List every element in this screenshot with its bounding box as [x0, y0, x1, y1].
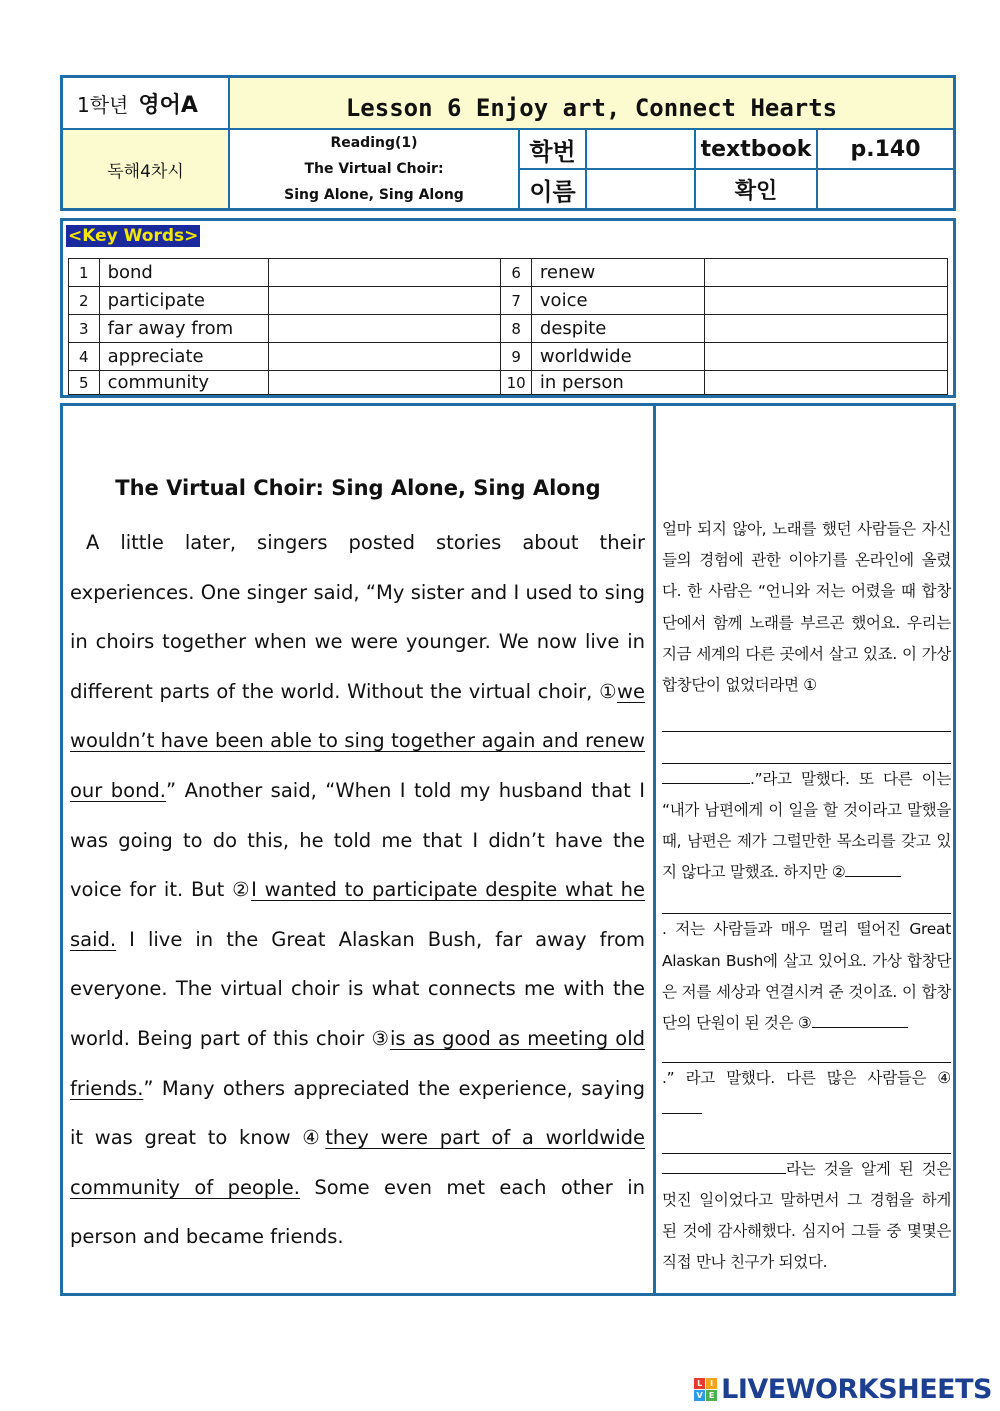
key-word-number: 9	[501, 343, 532, 371]
page-number: p.140	[818, 130, 953, 170]
check-label: 확인	[696, 170, 818, 208]
key-word-answer-field[interactable]	[268, 343, 500, 371]
key-word-row	[69, 343, 948, 371]
key-word-answer-field[interactable]	[705, 259, 948, 287]
answer-blank-1[interactable]	[662, 701, 951, 732]
key-word-number: 8	[501, 315, 532, 343]
translation-segment: . 저는 사람들과 매우 멀리 떨어진 Great Alaskan Bush에 살고 있어요. 가상 합창단은 저를 세상과 연결시켜 준 것이죠. 이 합창단의 단원이 된 것은 ③	[662, 920, 951, 1033]
liveworksheets-logo-icon	[694, 1378, 717, 1401]
lesson-title: Lesson 6 Enjoy art, Connect Hearts	[230, 78, 953, 130]
logo-letter: V	[694, 1390, 705, 1401]
underlined-sentence-1: we wouldn’t have been able to sing together again and renew our bond.	[70, 679, 645, 802]
passage-title: The Virtual Choir: Sing Alone, Sing Along	[115, 476, 601, 500]
translation-segment: .” 라고 말했다. 다른 많은 사람들은 ④	[662, 1069, 951, 1088]
key-word-row	[69, 287, 948, 315]
key-words-title: <Key Words>	[68, 226, 199, 246]
logo-letter: E	[706, 1390, 717, 1401]
reading-title-line-2: Sing Alone, Sing Along	[284, 187, 464, 203]
logo-letter: I	[706, 1378, 717, 1389]
key-word-number: 4	[69, 343, 100, 371]
key-word-answer-field[interactable]	[268, 287, 500, 315]
key-word-number: 7	[501, 287, 532, 315]
name-field[interactable]	[587, 170, 696, 208]
answer-blank-3[interactable]	[812, 1008, 908, 1028]
key-word: despite	[531, 315, 704, 343]
reading-info	[230, 130, 520, 208]
session-label: 독해4차시	[63, 130, 230, 208]
translation-text	[662, 514, 951, 1278]
passage-segment: A little later, singers posted stories about their experiences. One singer said, “My sister and I used to sing in choirs together when we were younger. We now live in different parts of the world. Without the virtual choir, ①	[70, 531, 645, 703]
english-passage-panel	[63, 406, 656, 1293]
key-word: in person	[531, 371, 704, 395]
translation-segment: 얼마 되지 않아, 노래를 했던 사람들은 자신들의 경험에 관한 이야기를 온라인에 올렸다. 한 사람은 “언니와 저는 어렸을 때 합창단에서 함께 노래를 부르곤 했어요. 우리는 지금 세계의 다른 곳에서 살고 있죠. 이 가상 합창단이 없었더라면 ①	[662, 520, 951, 695]
subject-label: 영어A	[138, 92, 198, 118]
underlined-sentence-3: is as good as meeting old friends.	[70, 1026, 646, 1100]
key-word-number: 10	[501, 371, 532, 395]
key-word-answer-field[interactable]	[705, 371, 948, 395]
key-word: renew	[531, 259, 704, 287]
key-word-row	[69, 259, 948, 287]
answer-blank-2[interactable]	[845, 857, 901, 877]
answer-blank-3b[interactable]	[662, 1039, 951, 1063]
key-word-row	[69, 315, 948, 343]
student-id-field[interactable]	[587, 130, 696, 170]
key-word: bond	[99, 259, 268, 287]
answer-blank-4b[interactable]	[662, 1126, 951, 1154]
name-label: 이름	[520, 170, 587, 208]
key-word-answer-field[interactable]	[705, 287, 948, 315]
key-word: participate	[99, 287, 268, 315]
key-word: appreciate	[99, 343, 268, 371]
key-word-answer-field[interactable]	[268, 371, 500, 395]
liveworksheets-watermark	[694, 1374, 992, 1405]
passage-segment: I live in the Great Alaskan Bush, far away from everyone. The virtual choir is what connects me with the world. Being part of this choir ③	[70, 927, 645, 1050]
passage-segment: Some even met each other in person and became friends.	[70, 1175, 646, 1249]
watermark-text: LIVEWORKSHEETS	[721, 1374, 992, 1405]
grade-cell	[63, 78, 230, 130]
check-field[interactable]	[818, 170, 953, 208]
answer-blank-1c[interactable]	[662, 764, 750, 784]
key-word-answer-field[interactable]	[705, 343, 948, 371]
key-word: community	[99, 371, 268, 395]
answer-blank-4[interactable]	[662, 1094, 702, 1114]
key-word: voice	[531, 287, 704, 315]
key-word-number: 3	[69, 315, 100, 343]
answer-blank-2b[interactable]	[662, 888, 951, 914]
textbook-label: textbook	[696, 130, 818, 170]
key-word-number: 1	[69, 259, 100, 287]
student-id-label: 학번	[520, 130, 587, 170]
reading-title-line-1: The Virtual Choir:	[304, 161, 444, 177]
key-word-row	[69, 371, 948, 395]
translation-segment: 라는 것을 알게 된 것은 멋진 일이었다고 말하면서 그 경험을 하게 된 것에 감사해했다. 심지어 그들 중 몇몇은 직접 만나 친구가 되었다.	[662, 1159, 951, 1272]
passage-segment: ” Many others appreciated the experience, saying it was great to know ④	[70, 1076, 645, 1150]
key-word-answer-field[interactable]	[705, 315, 948, 343]
grade-label: 1학년	[77, 92, 129, 117]
worksheet-header	[60, 75, 956, 211]
passage-segment: ” Another said, “When I told my husband that I was going to do this, he told me that I didn’t have the voice for it. But ②	[70, 778, 645, 902]
key-word: far away from	[99, 315, 268, 343]
reading-section	[60, 403, 956, 1296]
key-word-answer-field[interactable]	[268, 315, 500, 343]
logo-letter: L	[694, 1378, 705, 1389]
key-word: worldwide	[531, 343, 704, 371]
key-words-table	[68, 258, 948, 395]
key-word-number: 5	[69, 371, 100, 395]
key-word-number: 6	[501, 259, 532, 287]
underlined-sentence-2: I wanted to participate despite what he said.	[70, 878, 646, 951]
translation-segment: .”라고 말했다. 또 다른 이는 “내가 남편에게 이 일을 할 것이라고 말했을 때, 남편은 제가 그럴만한 목소리를 갖고 있지 않다고 말했죠. 하지만 ②	[662, 769, 951, 882]
key-word-answer-field[interactable]	[268, 259, 500, 287]
key-word-number: 2	[69, 287, 100, 315]
underlined-sentence-4: they were part of a worldwide community of people.	[70, 1126, 645, 1199]
reading-label: Reading(1)	[330, 135, 418, 151]
answer-blank-1b[interactable]	[662, 732, 951, 763]
passage-text	[70, 518, 645, 1262]
answer-blank-4c[interactable]	[662, 1154, 786, 1174]
korean-translation-panel	[659, 406, 953, 1293]
key-words-section	[60, 218, 956, 398]
